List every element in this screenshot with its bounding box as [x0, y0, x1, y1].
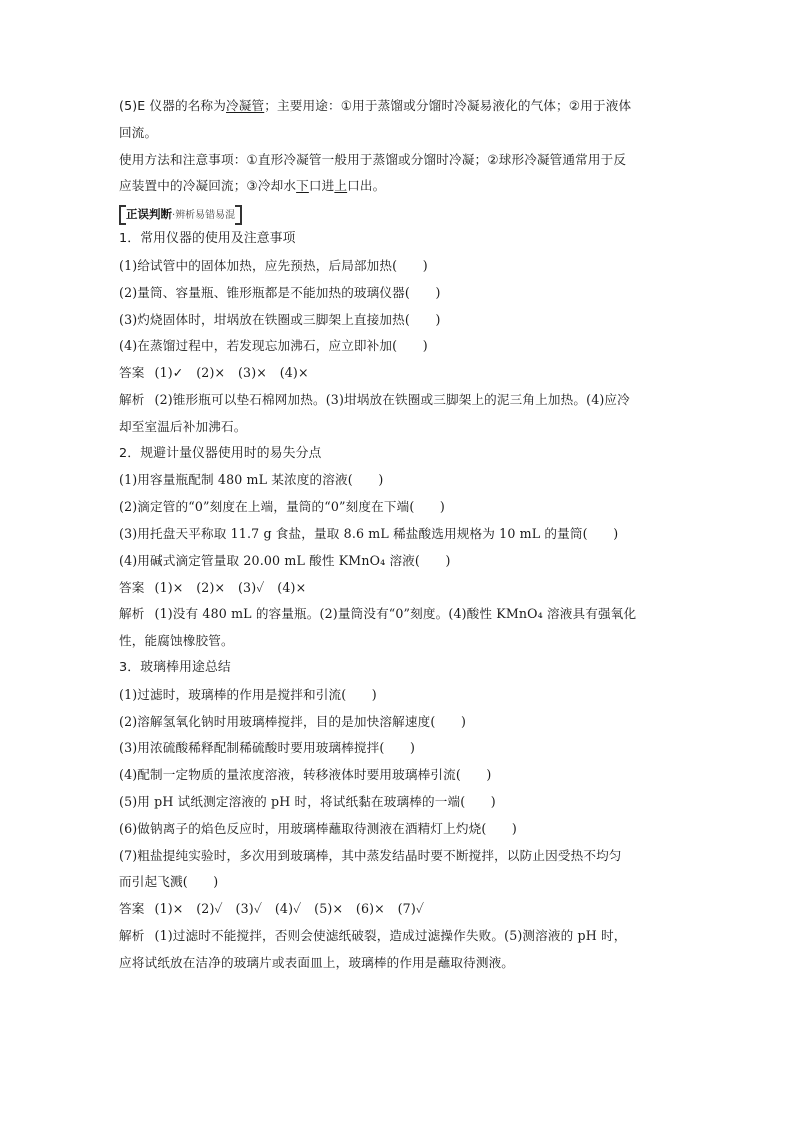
intro-text: 应装置中的冷凝回流；③冷却水 — [119, 178, 297, 194]
analysis-line — [119, 387, 679, 414]
analysis-label: 解析 — [119, 391, 145, 407]
intro-text: ；主要用途：①用于蒸馏或分馏时冷凝易液化的气体；②用于液体 — [264, 98, 632, 113]
question-item: (1)过滤时，玻璃棒的作用是搅拌和引流( ) — [119, 686, 377, 702]
question-item: (4)配制一定物质的量浓度溶液，转移液体时要用玻璃棒引流( ) — [119, 767, 492, 783]
intro-line-1 — [119, 93, 679, 120]
question-item: (1)用容量瓶配制 480 mL 某浓度的溶液( ) — [119, 472, 384, 488]
question-item: (2)滴定管的“0”刻度在上端，量筒的“0”刻度在下端( ) — [119, 499, 445, 515]
analysis-line — [119, 601, 679, 628]
question-item: (3)用托盘天平称取 11.7 g 食盐，量取 8.6 mL 稀盐酸选用规格为 10 mL 的量筒( ) — [119, 525, 619, 541]
analysis-line-cont: 应将试纸放在洁净的玻璃片或表面皿上，玻璃棒的作用是蘸取待测液。 — [119, 954, 515, 970]
intro-line-3: 使用方法和注意事项：①直形冷凝管一般用于蒸馏或分馏时冷凝；②球形冷凝管通常用于反 — [119, 151, 627, 167]
question-item: (7)粗盐提纯实验时，多次用到玻璃棒，其中蒸发结晶时要不断搅拌，以防止因受热不均匀 — [119, 847, 622, 863]
underlined-term: 下 — [296, 178, 309, 194]
analysis-text: (1)没有 480 mL 的容量瓶。(2)量筒没有“0”刻度。(4)酸性 KMnO₄ 溶液具有强氧化 — [154, 606, 637, 622]
answer-value: (1)× (2)× (3)✓ (4)× — [154, 579, 307, 595]
analysis-line-cont: 却至室温后补加沸石。 — [119, 418, 247, 434]
answer-line — [119, 360, 679, 387]
question-item: (2)量筒、容量瓶、锥形瓶都是不能加热的玻璃仪器( ) — [119, 284, 441, 300]
answer-line — [119, 896, 679, 923]
question-item: (3)灼烧固体时，坩埚放在铁圈或三脚架上直接加热( ) — [119, 311, 441, 327]
intro-line-4 — [119, 173, 679, 200]
page-content — [119, 93, 679, 977]
question-item: (4)在蒸馏过程中，若发现忘加沸石，应立即补加( ) — [119, 338, 428, 354]
section-tag — [119, 204, 242, 224]
answer-value: (1)× (2)✓ (3)✓ (4)✓ (5)× (6)× (7)✓ — [154, 901, 425, 917]
section-tag-subtitle: 辨析易错易混 — [175, 210, 236, 222]
answer-label: 答案 — [119, 579, 145, 595]
analysis-text: (2)锥形瓶可以垫石棉网加热。(3)坩埚放在铁圈或三脚架上的泥三角上加热。(4)应冷 — [154, 391, 630, 407]
answer-label: 答案 — [119, 901, 145, 917]
section-tag-dot: · — [172, 210, 176, 222]
intro-line-2: 回流。 — [119, 124, 158, 140]
question-item-cont: 而引起飞溅( ) — [119, 874, 219, 890]
intro-text: (5)E 仪器的名称为 — [119, 98, 227, 113]
question-item: (5)用 pH 试纸测定溶液的 pH 时，将试纸黏在玻璃棒的一端( ) — [119, 793, 496, 809]
analysis-line-cont: 性，能腐蚀橡胶管。 — [119, 633, 234, 649]
intro-text: 口进 — [308, 178, 335, 194]
answer-value: (1)✓ (2)× (3)× (4)× — [154, 365, 309, 381]
analysis-line — [119, 923, 679, 950]
answer-line — [119, 575, 679, 602]
section-tag-title: 正误判断 — [126, 207, 172, 222]
analysis-label: 解析 — [119, 606, 145, 622]
bracket-right — [235, 205, 242, 225]
answer-label: 答案 — [119, 365, 145, 381]
question-item: (6)做钠离子的焰色反应时，用玻璃棒蘸取待测液在酒精灯上灼烧( ) — [119, 820, 517, 836]
section-heading-1: 1．常用仪器的使用及注意事项 — [119, 231, 296, 247]
section-heading-3: 3．玻璃棒用途总结 — [119, 659, 231, 675]
question-item: (2)溶解氢氧化钠时用玻璃棒搅拌，目的是加快溶解速度( ) — [119, 713, 467, 729]
question-item: (3)用浓硫酸稀释配制稀硫酸时要用玻璃棒搅拌( ) — [119, 740, 416, 756]
underlined-term: 上 — [334, 178, 348, 194]
analysis-text: (1)过滤时不能搅拌，否则会使滤纸破裂，造成过滤操作失败。(5)测溶液的 pH 时， — [154, 927, 627, 943]
question-item: (1)给试管中的固体加热，应先预热，后局部加热( ) — [119, 257, 428, 273]
question-item: (4)用碱式滴定管量取 20.00 mL 酸性 KMnO₄ 溶液( ) — [119, 552, 451, 568]
bracket-left — [119, 205, 126, 225]
intro-text: 口出。 — [347, 178, 386, 194]
underlined-term: 冷凝管 — [226, 98, 265, 113]
section-heading-2: 2．规避计量仪器使用时的易失分点 — [119, 445, 322, 461]
analysis-label: 解析 — [119, 927, 145, 943]
